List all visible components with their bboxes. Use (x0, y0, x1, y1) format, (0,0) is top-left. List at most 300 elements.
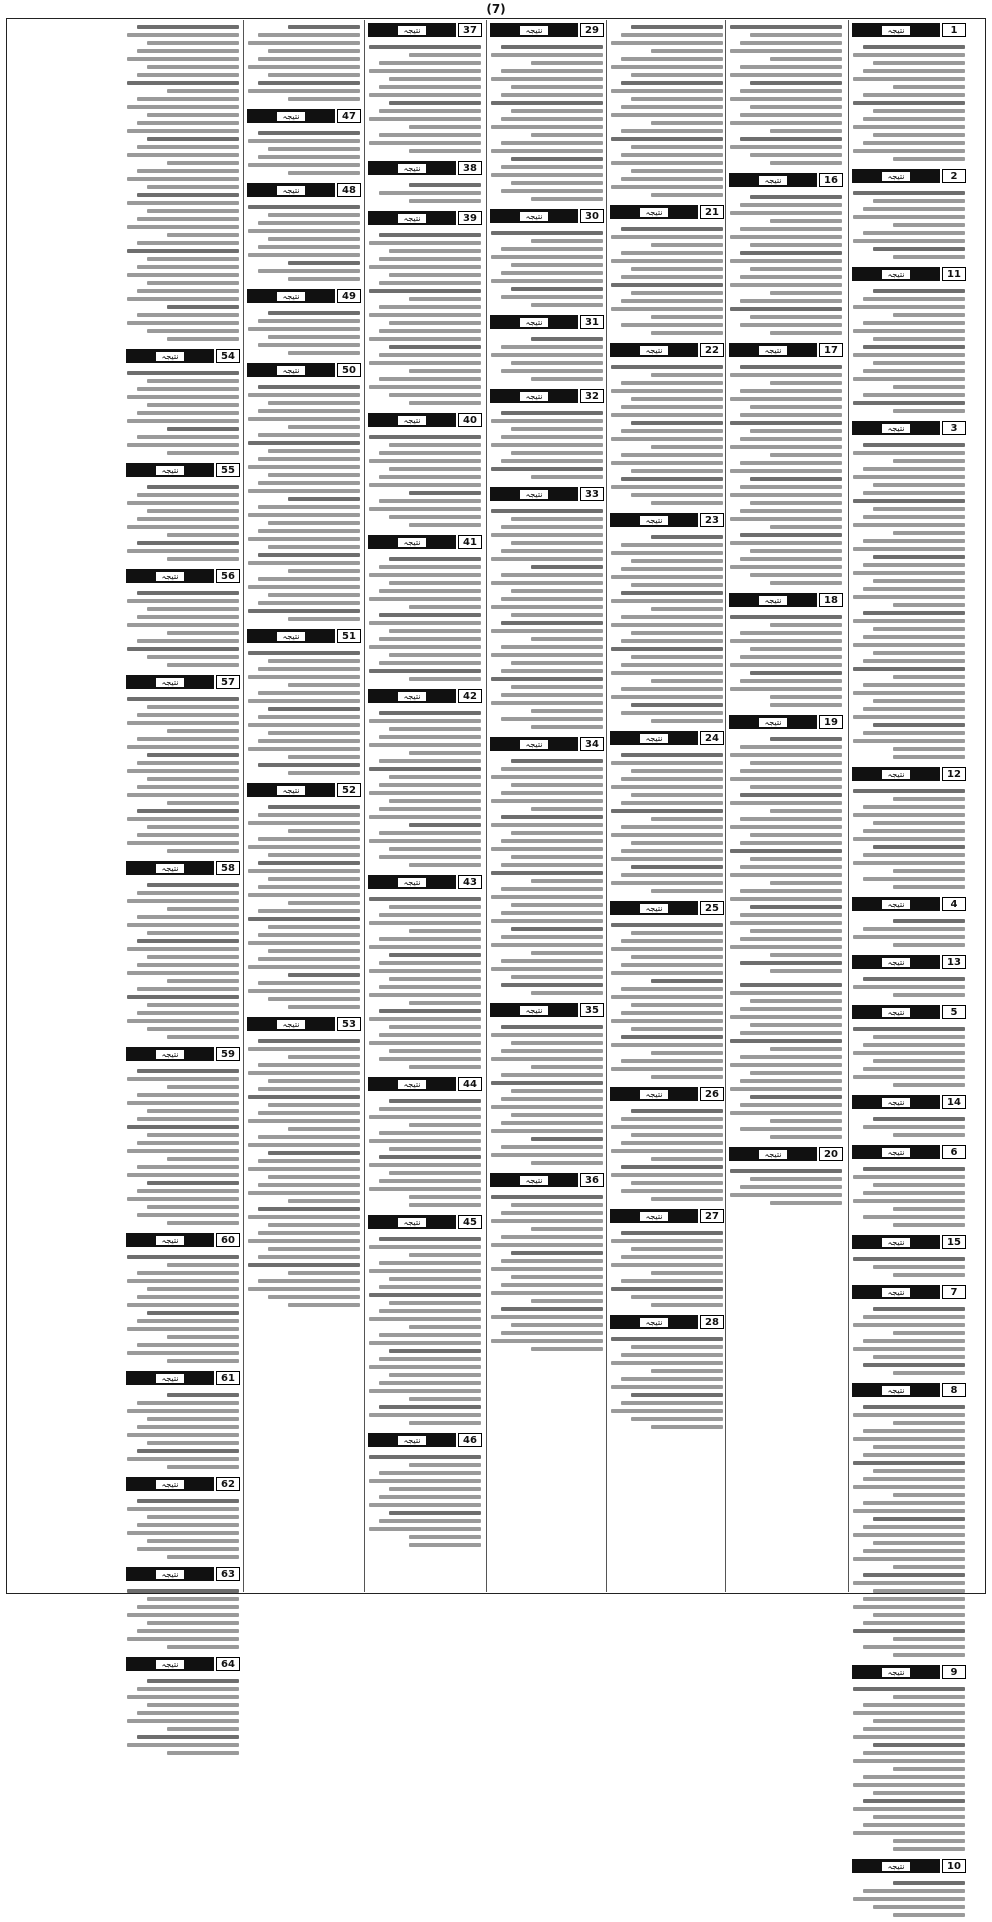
text-line (893, 459, 965, 463)
text-line (491, 1291, 603, 1295)
text-line (863, 141, 965, 145)
text-line (127, 1279, 239, 1283)
text-line (137, 939, 239, 943)
item-header (852, 1005, 966, 1019)
text-line (147, 1539, 239, 1543)
text-line (258, 319, 360, 323)
item-text-block (727, 190, 845, 340)
text-line (127, 1125, 239, 1129)
text-line (379, 637, 481, 641)
text-line (611, 1067, 723, 1071)
section-label: نتیجہ (640, 1212, 669, 1221)
item-number: 6 (942, 1145, 966, 1159)
text-line (730, 991, 842, 995)
text-line (531, 61, 603, 65)
text-line (268, 1151, 360, 1155)
text-line (288, 261, 360, 265)
text-line (288, 569, 360, 573)
text-line (268, 997, 360, 1001)
text-line (248, 537, 360, 541)
text-line (651, 121, 723, 125)
text-line (137, 1687, 239, 1691)
text-line (147, 883, 239, 887)
text-line (258, 221, 360, 225)
item-header (852, 169, 966, 183)
text-line (389, 1277, 481, 1281)
section-label: نتیجہ (882, 900, 911, 909)
text-line (893, 993, 965, 997)
text-line (893, 1847, 965, 1851)
text-line (369, 289, 481, 293)
text-line (873, 651, 965, 655)
text-line (740, 89, 842, 93)
text-line (651, 679, 723, 683)
text-line (127, 1019, 239, 1023)
text-line (248, 253, 360, 257)
text-line (611, 1361, 723, 1365)
text-line (770, 581, 842, 585)
text-line (611, 89, 723, 93)
text-line (248, 1287, 360, 1291)
text-line (873, 1743, 965, 1747)
section-label: نتیجہ (156, 1374, 185, 1383)
text-line (873, 483, 965, 487)
text-line (409, 1463, 481, 1467)
text-line (863, 1167, 965, 1171)
text-line (491, 919, 603, 923)
item-text-block (124, 1584, 242, 1654)
text-line (501, 1073, 603, 1077)
text-line (127, 81, 239, 85)
text-line (511, 427, 603, 431)
text-line (389, 393, 481, 397)
text-line (127, 793, 239, 797)
item-header (852, 767, 966, 781)
text-line (853, 1557, 965, 1561)
item-label-bar (852, 1235, 940, 1249)
text-line (611, 833, 723, 837)
text-line (137, 493, 239, 497)
text-line (611, 113, 723, 117)
text-line (730, 493, 842, 497)
text-line (631, 73, 723, 77)
item-number: 49 (337, 289, 361, 303)
text-line (621, 1231, 723, 1235)
text-line (501, 435, 603, 439)
text-line (651, 1197, 723, 1201)
section-label: نتیجہ (398, 1436, 427, 1445)
section-label: نتیجہ (520, 26, 549, 35)
item-text-block (850, 1112, 968, 1142)
text-line (893, 755, 965, 759)
text-line (258, 691, 360, 695)
text-line (369, 743, 481, 747)
text-line (853, 1581, 965, 1585)
text-line (621, 153, 723, 157)
text-line (631, 267, 723, 271)
text-line (409, 677, 481, 681)
text-line (409, 1001, 481, 1005)
text-line (893, 797, 965, 801)
text-line (611, 857, 723, 861)
text-line (611, 307, 723, 311)
text-line (258, 409, 360, 413)
text-line (137, 1165, 239, 1169)
section-label: نتیجہ (759, 718, 788, 727)
item-header (610, 1209, 724, 1223)
text-line (369, 993, 481, 997)
section-label: نتیجہ (520, 1006, 549, 1015)
text-line (873, 699, 965, 703)
text-line (167, 1359, 239, 1363)
text-line (511, 1041, 603, 1045)
text-line (127, 1613, 239, 1617)
text-line (631, 1181, 723, 1185)
text-line (863, 1549, 965, 1553)
text-line (531, 991, 603, 995)
item-header (126, 861, 240, 875)
text-line (750, 1177, 842, 1181)
text-line (369, 1317, 481, 1321)
text-line (491, 701, 603, 705)
text-line (770, 1047, 842, 1051)
text-line (137, 1735, 239, 1739)
text-line (369, 361, 481, 365)
text-line (511, 685, 603, 689)
text-line (258, 1231, 360, 1235)
text-line (379, 1333, 481, 1337)
text-line (501, 1283, 603, 1287)
text-line (127, 1149, 239, 1153)
text-line (379, 1155, 481, 1159)
text-line (501, 549, 603, 553)
item-label-bar (729, 173, 817, 187)
item-number: 53 (337, 1017, 361, 1031)
text-line (853, 1175, 965, 1179)
item-header (852, 1235, 966, 1249)
text-line (491, 173, 603, 177)
text-line (893, 1133, 965, 1137)
text-line (369, 897, 481, 901)
item-text-block (850, 40, 968, 166)
text-line (750, 905, 842, 909)
text-line (853, 401, 965, 405)
text-line (137, 1343, 239, 1347)
text-line (873, 579, 965, 583)
text-line (621, 639, 723, 643)
text-line (873, 1905, 965, 1909)
text-line (621, 801, 723, 805)
item-text-block (608, 918, 726, 1084)
text-line (770, 703, 842, 707)
text-line (491, 419, 603, 423)
text-line (770, 331, 842, 335)
text-line (651, 193, 723, 197)
text-line (167, 1221, 239, 1225)
text-line (873, 61, 965, 65)
item-number: 54 (216, 349, 240, 363)
section-label: نتیجہ (156, 1050, 185, 1059)
text-line (147, 185, 239, 189)
text-line (248, 1095, 360, 1099)
text-line (621, 591, 723, 595)
text-line (740, 251, 842, 255)
text-line (409, 823, 481, 827)
text-line (491, 1267, 603, 1271)
text-line (740, 1127, 842, 1131)
text-line (863, 1823, 965, 1827)
text-line (389, 727, 481, 731)
text-line (631, 1247, 723, 1251)
text-line (621, 939, 723, 943)
item-number: 20 (819, 1147, 843, 1161)
text-line (147, 1287, 239, 1291)
text-line (379, 1131, 481, 1135)
item-header (368, 161, 482, 175)
text-line (167, 1465, 239, 1469)
text-line (873, 133, 965, 137)
text-line (621, 711, 723, 715)
item-text-block (366, 1232, 484, 1430)
text-line (127, 697, 239, 701)
text-line (389, 345, 481, 349)
text-line (863, 231, 965, 235)
text-line (501, 271, 603, 275)
text-line (611, 283, 723, 287)
text-line (258, 981, 360, 985)
text-line (750, 1023, 842, 1027)
text-line (611, 235, 723, 239)
text-line (127, 395, 239, 399)
text-line (379, 377, 481, 381)
text-line (651, 607, 723, 611)
text-line (167, 337, 239, 341)
text-line (750, 267, 842, 271)
text-line (409, 297, 481, 301)
text-line (730, 259, 842, 263)
text-line (611, 1043, 723, 1047)
text-line (621, 753, 723, 757)
text-line (611, 1173, 723, 1177)
item-label-bar (126, 1657, 214, 1671)
text-line (893, 1207, 965, 1211)
item-header (610, 1087, 724, 1101)
text-line (127, 947, 239, 951)
text-line (853, 1027, 965, 1031)
item-number: 19 (819, 715, 843, 729)
text-line (750, 243, 842, 247)
text-line (137, 241, 239, 245)
item-header (368, 875, 482, 889)
text-line (631, 769, 723, 773)
text-line (127, 273, 239, 277)
col-2 (727, 20, 845, 1592)
text-line (501, 1235, 603, 1239)
text-line (369, 969, 481, 973)
text-line (127, 1507, 239, 1511)
text-line (853, 1783, 965, 1787)
text-line (531, 1227, 603, 1231)
text-line (268, 449, 360, 453)
section-label: نتیجہ (882, 26, 911, 35)
item-header (852, 421, 966, 435)
text-line (409, 183, 481, 187)
text-line (621, 1141, 723, 1145)
text-line (873, 723, 965, 727)
text-line (258, 1063, 360, 1067)
text-line (651, 49, 723, 53)
text-line (379, 759, 481, 763)
text-line (258, 1279, 360, 1283)
text-line (730, 235, 842, 239)
item-header (610, 1315, 724, 1329)
text-line (379, 711, 481, 715)
text-line (730, 1087, 842, 1091)
text-line (531, 565, 603, 569)
text-line (258, 433, 360, 437)
text-line (369, 645, 481, 649)
text-line (730, 211, 842, 215)
text-line (389, 1171, 481, 1175)
text-line (137, 313, 239, 317)
text-line (379, 807, 481, 811)
item-label-bar (852, 1095, 940, 1109)
text-line (137, 1213, 239, 1217)
text-line (511, 975, 603, 979)
text-line (127, 1173, 239, 1177)
text-line (501, 863, 603, 867)
text-line (137, 49, 239, 53)
text-line (491, 871, 603, 875)
text-line (750, 195, 842, 199)
text-line (369, 1293, 481, 1297)
text-line (853, 619, 965, 623)
text-line (369, 1389, 481, 1393)
text-line (137, 809, 239, 813)
text-line (288, 97, 360, 101)
text-line (873, 1541, 965, 1545)
item-header (368, 413, 482, 427)
text-line (491, 279, 603, 283)
text-line (379, 353, 481, 357)
text-line (621, 177, 723, 181)
text-line (873, 1815, 965, 1819)
item-number: 28 (700, 1315, 724, 1329)
section-label: نتیجہ (520, 490, 549, 499)
text-line (147, 753, 239, 757)
text-line (288, 829, 360, 833)
text-line (651, 243, 723, 247)
text-line (248, 41, 360, 45)
text-line (611, 761, 723, 765)
text-line (740, 961, 842, 965)
text-line (491, 255, 603, 259)
text-line (511, 855, 603, 859)
text-line (893, 943, 965, 947)
text-line (147, 41, 239, 45)
text-line (730, 397, 842, 401)
text-line (863, 1775, 965, 1779)
item-header (729, 173, 843, 187)
text-line (853, 1831, 965, 1835)
text-line (740, 1055, 842, 1059)
text-line (147, 1311, 239, 1315)
text-line (127, 321, 239, 325)
text-line (137, 591, 239, 595)
text-line (611, 785, 723, 789)
text-line (531, 879, 603, 883)
item-number: 45 (458, 1215, 482, 1229)
text-line (863, 69, 965, 73)
text-line (491, 605, 603, 609)
item-number: 32 (580, 389, 604, 403)
text-line (611, 41, 723, 45)
item-text-block (124, 692, 242, 858)
text-line (853, 1533, 965, 1537)
text-line (511, 1089, 603, 1093)
text-line (863, 1339, 965, 1343)
text-line (248, 651, 360, 655)
text-line (873, 507, 965, 511)
text-line (167, 1555, 239, 1559)
text-line (621, 477, 723, 481)
item-number: 24 (700, 731, 724, 745)
text-line (531, 337, 603, 341)
col-4 (488, 20, 606, 1592)
text-line (137, 387, 239, 391)
text-line (379, 133, 481, 137)
text-line (127, 841, 239, 845)
text-line (491, 231, 603, 235)
text-line (379, 85, 481, 89)
text-line (369, 1503, 481, 1507)
text-line (863, 563, 965, 567)
text-line (531, 725, 603, 729)
text-line (127, 1589, 239, 1593)
text-line (750, 573, 842, 577)
text-line (248, 699, 360, 703)
section-label: نتیجہ (277, 632, 306, 641)
text-line (248, 675, 360, 679)
text-line (863, 587, 965, 591)
text-line (863, 1315, 965, 1319)
text-line (750, 761, 842, 765)
item-header (729, 715, 843, 729)
section-label: نتیجہ (640, 346, 669, 355)
item-label-bar (247, 1017, 335, 1031)
text-line (863, 1067, 965, 1071)
text-line (409, 125, 481, 129)
item-number: 2 (942, 169, 966, 183)
text-line (730, 25, 842, 29)
item-header (852, 1145, 966, 1159)
text-line (501, 1049, 603, 1053)
text-line (863, 369, 965, 373)
item-label-bar (368, 413, 456, 427)
text-line (137, 1499, 239, 1503)
item-header (247, 289, 361, 303)
text-line (491, 557, 603, 561)
text-line (248, 893, 360, 897)
text-line (501, 141, 603, 145)
text-line (491, 581, 603, 585)
text-line (491, 533, 603, 537)
item-text-block (124, 1064, 242, 1230)
text-line (893, 1421, 965, 1425)
text-line (893, 1881, 965, 1885)
item-header (852, 1285, 966, 1299)
text-line (127, 1743, 239, 1747)
